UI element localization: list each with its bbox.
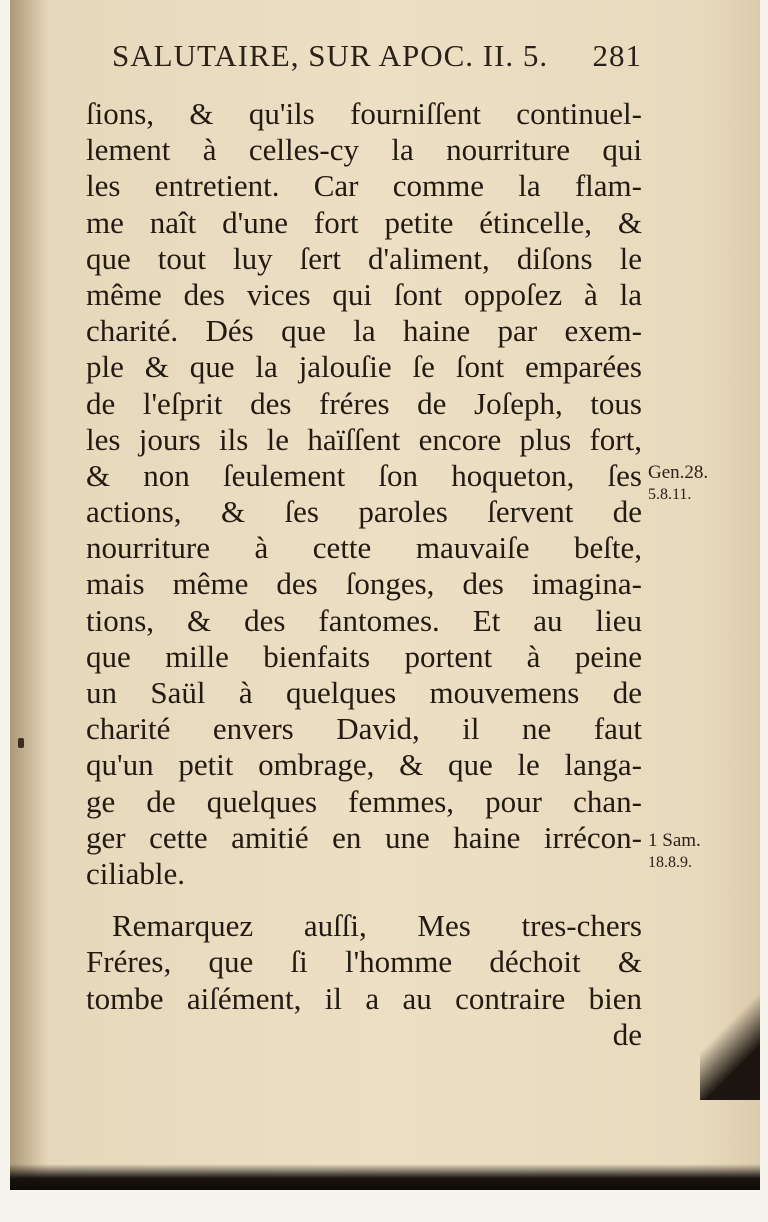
margin-note-samuel <box>648 830 728 874</box>
text-line: ple & que la jalouſie ſe ſont emparées <box>86 349 642 385</box>
margin-note-ref: 1 Sam. <box>648 830 701 851</box>
text-line: ciliable. <box>86 855 185 891</box>
text-line: lement à celles-cy la nourriture qui <box>86 132 642 168</box>
text-line: ſions, & qu'ils fourniſſent continuel- <box>86 96 642 131</box>
margin-note-sub: 18.8.9. <box>648 854 692 871</box>
text-line: Fréres, que ſi l'homme déchoit & <box>86 944 642 980</box>
text-line: ger cette amitié en une haine irrécon- <box>86 819 642 855</box>
text-line: tombe aiſément, il a au contraire bien <box>86 980 642 1016</box>
edge-mark <box>18 738 24 748</box>
text-line: & non ſeulement ſon hoqueton, ſes <box>86 457 642 493</box>
margin-note-ref: Gen.28. <box>648 462 709 483</box>
text-line: que tout luy ſert d'aliment, diſons le <box>86 240 642 276</box>
text-line: actions, & ſes paroles ſervent de <box>86 494 642 530</box>
margin-note-sub: 5.8.11. <box>648 486 692 503</box>
book-page <box>10 0 760 1190</box>
text-line: tions, & des fantomes. Et au lieu <box>86 602 642 638</box>
scan-bottom-edge <box>10 1164 760 1190</box>
text-line: mais même des ſonges, des imagina- <box>86 566 642 602</box>
running-header <box>112 38 642 74</box>
text-line: que mille bienfaits portent à peine <box>86 638 642 674</box>
text-line: les jours ils le haïſſent encore plus fort, <box>86 421 642 457</box>
text-line: charité envers David, il ne faut <box>86 711 642 747</box>
text-line: charité. Dés que la haine par exem- <box>86 313 642 349</box>
text-line: même des vices qui ſont oppoſez à la <box>86 276 642 312</box>
text-line: ge de quelques femmes, pour chan- <box>86 783 642 819</box>
text-line: nourriture à cette mauvaiſe beſte, <box>86 530 642 566</box>
running-title: SALUTAIRE, SUR APOC. II. 5. <box>112 38 549 73</box>
scan-shadow <box>700 980 760 1100</box>
catchword: de <box>612 1016 642 1052</box>
text-line: me naît d'une fort petite étincelle, & <box>86 204 642 240</box>
margin-note-genesis <box>648 462 728 506</box>
text-line: de l'eſprit des fréres de Joſeph, tous <box>86 385 642 421</box>
text-line: qu'un petit ombrage, & que le langa- <box>86 747 642 783</box>
text-line: les entretient. Car comme la flam- <box>86 168 642 204</box>
body-text <box>86 96 642 1053</box>
text-line: Remarquez auſſi, Mes tres-chers <box>112 908 642 944</box>
text-line: un Saül à quelques mouvemens de <box>86 675 642 710</box>
page-number: 281 <box>592 38 642 73</box>
gutter-shadow <box>10 0 50 1190</box>
